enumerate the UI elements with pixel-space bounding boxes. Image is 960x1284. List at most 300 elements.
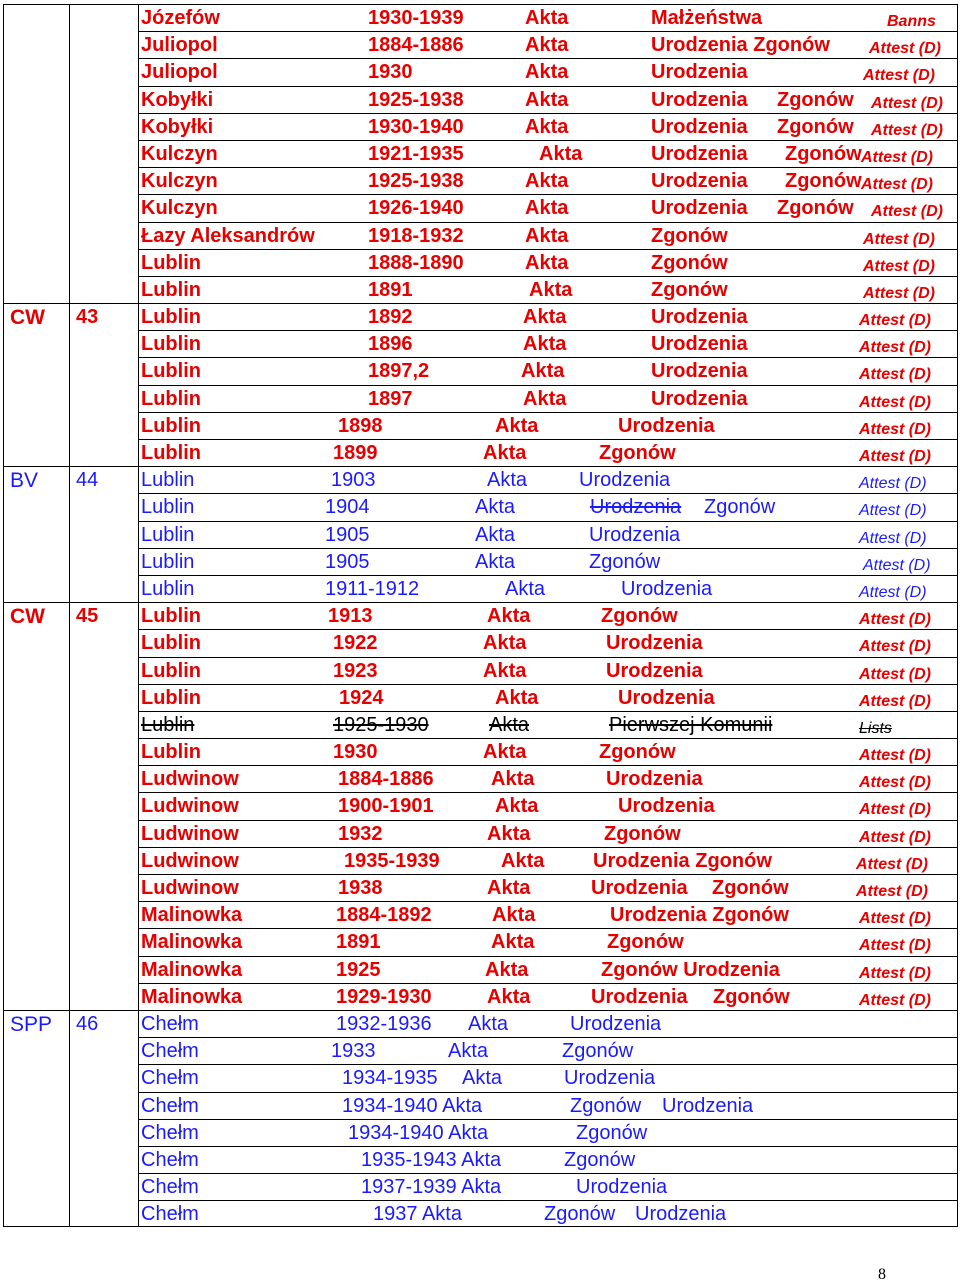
number-cell — [69, 1037, 138, 1064]
number-cell — [69, 439, 138, 466]
year-range: 1937 Akta — [373, 1203, 462, 1226]
year-range: 1903 — [331, 469, 376, 492]
place-name: Ludwinow — [141, 877, 239, 899]
record-type: Akta — [448, 1040, 489, 1063]
table-row — [3, 738, 958, 765]
place-name: Łazy Aleksandrów — [141, 224, 315, 247]
number-cell — [69, 602, 138, 629]
table-row — [3, 629, 958, 656]
record-category: Urodzenia Zgonów — [651, 34, 830, 57]
place-name: Lublin — [141, 442, 201, 464]
record-type: Akta — [525, 88, 569, 111]
place-name: Malinowka — [141, 904, 243, 927]
year-range: 1934-1940 Akta — [348, 1121, 489, 1144]
code-cell — [3, 303, 69, 330]
place-name: Lublin — [141, 414, 201, 437]
entry-cell — [138, 820, 958, 847]
place-name: Lublin — [141, 306, 201, 329]
number-cell — [69, 684, 138, 711]
year-range: 1911-1912 — [325, 577, 420, 600]
table-row — [3, 86, 958, 113]
table-row — [3, 684, 958, 711]
note: Attest (D) — [861, 148, 933, 166]
note: Attest (D) — [859, 665, 931, 683]
code-cell — [3, 357, 69, 384]
record-category: Zgonów — [570, 1094, 642, 1117]
place-name: Kulczyn — [141, 170, 218, 193]
code-cell — [3, 249, 69, 276]
entry-cell — [138, 521, 958, 548]
note: Attest (D) — [859, 393, 931, 411]
record-category: Zgonów — [651, 278, 728, 301]
table-row — [3, 874, 958, 901]
year-range: 1935-1943 Akta — [361, 1148, 502, 1171]
year-range: 1930 — [333, 741, 378, 764]
note: Attest (D) — [859, 583, 927, 601]
number-cell — [69, 765, 138, 792]
code-cell — [3, 31, 69, 58]
place-name: Lublin — [141, 659, 201, 682]
place-name: Lublin — [141, 387, 201, 410]
place-name: Lublin — [141, 469, 195, 492]
table-row — [3, 1092, 958, 1119]
extra-category: Zgonów — [785, 142, 862, 165]
note: Attest (D) — [859, 964, 931, 982]
record-type: Zgonów — [576, 1121, 648, 1144]
note: Attest (D) — [859, 991, 931, 1009]
table-row — [3, 1119, 958, 1146]
year-range: 1930 — [368, 61, 413, 84]
place-name: Chełm — [141, 1176, 199, 1199]
note: Attest (D) — [859, 366, 931, 384]
note: Attest (D) — [859, 312, 931, 330]
entry-cell — [138, 629, 958, 656]
record-category: Urodzenia — [590, 496, 682, 519]
page-number: 8 — [878, 1266, 886, 1283]
extra-category: Zgonów — [777, 115, 854, 138]
table-row — [3, 901, 958, 928]
code-cell — [3, 385, 69, 412]
record-category: Urodzenia — [651, 115, 748, 138]
number-cell — [69, 1146, 138, 1173]
entry-cell — [138, 1173, 958, 1200]
table-row — [3, 1064, 958, 1091]
table-row — [3, 439, 958, 466]
year-range: 1926-1940 — [368, 197, 464, 220]
entry-cell — [138, 575, 958, 602]
entry-cell — [138, 1146, 958, 1173]
note: Attest (D) — [859, 801, 931, 819]
place-name: Józefów — [141, 7, 220, 29]
table-row — [3, 222, 958, 249]
year-range: 1913 — [328, 605, 373, 628]
place-name: Lublin — [141, 632, 201, 655]
entry-cell — [138, 140, 958, 167]
year-range: 1933 — [331, 1040, 376, 1063]
entry-cell — [138, 874, 958, 901]
record-type: Akta — [487, 985, 531, 1008]
table-row — [3, 249, 958, 276]
place-name: Lublin — [141, 577, 195, 600]
number-cell — [69, 330, 138, 357]
table-row — [3, 412, 958, 439]
table-row — [3, 385, 958, 412]
year-range: 1937-1939 Akta — [361, 1176, 502, 1199]
entry-cell — [138, 330, 958, 357]
code-cell — [3, 1173, 69, 1200]
place-name: Lublin — [141, 741, 201, 764]
year-range: 1884-1892 — [336, 904, 432, 927]
entry-cell — [138, 548, 958, 575]
record-category: Zgonów — [604, 822, 681, 845]
entry-cell — [138, 1037, 958, 1064]
entry-cell — [138, 602, 958, 629]
year-range: 1923 — [333, 659, 378, 682]
record-type: Akta — [485, 958, 529, 981]
number-cell — [69, 31, 138, 58]
entry-cell — [138, 58, 958, 85]
records-table — [3, 4, 958, 1227]
place-name: Ludwinow — [141, 822, 239, 845]
year-range: 1930-1940 — [368, 115, 464, 138]
code-cell — [3, 1092, 69, 1119]
number-cell — [69, 657, 138, 684]
code-cell — [3, 956, 69, 983]
year-range: 1904 — [325, 496, 370, 519]
code-cell — [3, 711, 69, 738]
record-category: Urodzenia — [589, 523, 681, 546]
record-type: Akta — [529, 278, 573, 301]
record-category: Urodzenia — [618, 795, 715, 818]
record-type: Akta — [525, 170, 569, 193]
year-range: 1900-1901 — [338, 795, 434, 818]
table-row — [3, 194, 958, 221]
table-row — [3, 330, 958, 357]
entry-cell — [138, 901, 958, 928]
year-range: 1925 — [336, 958, 381, 981]
number-cell — [69, 412, 138, 439]
entry-cell — [138, 765, 958, 792]
note: Attest (D) — [859, 937, 931, 955]
number-cell — [69, 1064, 138, 1091]
entry-cell — [138, 86, 958, 113]
record-type: Akta — [487, 605, 531, 628]
code-cell — [3, 412, 69, 439]
record-type: Akta — [483, 632, 527, 655]
place-name: Ludwinow — [141, 849, 239, 872]
entry-cell — [138, 1064, 958, 1091]
record-type: Zgonów — [544, 1203, 616, 1226]
entry-cell — [138, 983, 958, 1010]
year-range: 1934-1940 Akta — [342, 1094, 483, 1117]
record-type: Akta — [483, 442, 527, 464]
number-cell — [69, 901, 138, 928]
note: Attest (D) — [859, 475, 927, 493]
record-category: Urodzenia — [618, 414, 715, 437]
record-type: Akta — [525, 34, 569, 57]
note: Attest (D) — [859, 448, 931, 465]
entry-cell — [138, 167, 958, 194]
record-category: Urodzenia — [651, 197, 748, 220]
record-type: Akta — [523, 387, 567, 410]
number-cell — [69, 956, 138, 983]
code-cell — [3, 983, 69, 1010]
year-range: 1932-1936 — [336, 1012, 432, 1035]
extra-category: Zgonów — [777, 88, 854, 111]
note: Attest (D) — [871, 94, 943, 112]
entry-cell — [138, 657, 958, 684]
table-row — [3, 58, 958, 85]
place-name: Chełm — [141, 1040, 199, 1063]
table-row — [3, 575, 958, 602]
entry-cell — [138, 222, 958, 249]
number-cell — [69, 928, 138, 955]
record-category: Urodzenia — [606, 632, 703, 655]
record-type: Urodzenia — [576, 1176, 668, 1199]
record-type: Akta — [521, 360, 565, 383]
table-row — [3, 711, 958, 738]
number-cell — [69, 167, 138, 194]
code-cell — [3, 657, 69, 684]
place-name: Chełm — [141, 1094, 199, 1117]
place-name: Lublin — [141, 605, 201, 628]
code-cell — [3, 792, 69, 819]
entry-cell — [138, 31, 958, 58]
number-cell — [69, 276, 138, 303]
record-category: Zgonów — [607, 931, 684, 954]
record-type: Akta — [487, 877, 531, 899]
record-category: Urodzenia — [651, 333, 748, 356]
table-row — [3, 466, 958, 493]
entry-cell — [138, 113, 958, 140]
entry-cell — [138, 1200, 958, 1227]
code-cell — [3, 194, 69, 221]
place-name: Lublin — [141, 686, 201, 709]
record-category: Urodzenia — [651, 306, 748, 329]
record-type: Akta — [487, 822, 531, 845]
record-type: Akta — [491, 931, 535, 954]
number-cell — [69, 983, 138, 1010]
note: Lists — [859, 719, 892, 737]
record-type: Akta — [475, 550, 516, 573]
note: Attest (D) — [859, 638, 931, 656]
number-cell — [69, 58, 138, 85]
record-category: Urodzenia — [651, 88, 748, 111]
record-category: Urodzenia — [591, 985, 688, 1008]
collection-code: CW — [10, 605, 45, 629]
code-cell — [3, 847, 69, 874]
record-type: Akta — [468, 1012, 509, 1035]
year-range: 1932 — [338, 822, 383, 845]
place-name: Lublin — [141, 713, 195, 736]
entry-cell — [138, 412, 958, 439]
code-cell — [3, 738, 69, 765]
year-range: 1929-1930 — [336, 985, 432, 1008]
record-category: Małżeństwa — [651, 7, 763, 29]
record-category: Zgonów — [599, 741, 676, 764]
record-category: Pierwszej Komunii — [609, 713, 773, 736]
number-cell — [69, 385, 138, 412]
entry-cell — [138, 439, 958, 466]
code-cell — [3, 222, 69, 249]
record-type: Akta — [505, 577, 546, 600]
record-type: Akta — [495, 686, 539, 709]
entry-cell — [138, 738, 958, 765]
note: Attest (D) — [859, 747, 931, 765]
note: Attest (D) — [859, 774, 931, 792]
record-type: Akta — [483, 741, 527, 764]
table-row — [3, 31, 958, 58]
number-cell — [69, 820, 138, 847]
note: Attest (D) — [871, 121, 943, 139]
code-cell — [3, 928, 69, 955]
table-row — [3, 357, 958, 384]
record-category: Urodzenia — [591, 877, 688, 899]
code-cell — [3, 1119, 69, 1146]
extra-category: Zgonów — [785, 170, 862, 193]
number-cell — [69, 466, 138, 493]
year-range: 1888-1890 — [368, 251, 464, 274]
code-cell — [3, 1010, 69, 1037]
entry-cell — [138, 303, 958, 330]
code-cell — [3, 820, 69, 847]
table-row — [3, 1200, 958, 1227]
code-cell — [3, 521, 69, 548]
number-cell — [69, 4, 138, 31]
number-cell — [69, 194, 138, 221]
table-row — [3, 956, 958, 983]
collection-number: 46 — [76, 1012, 99, 1035]
table-row — [3, 792, 958, 819]
table-row — [3, 1010, 958, 1037]
table-row — [3, 493, 958, 520]
code-cell — [3, 548, 69, 575]
year-range: 1892 — [368, 306, 413, 329]
record-category: Zgonów — [562, 1040, 634, 1063]
note: Attest (D) — [859, 420, 931, 438]
place-name: Lublin — [141, 333, 201, 356]
table-row — [3, 928, 958, 955]
code-cell — [3, 874, 69, 901]
number-cell — [69, 874, 138, 901]
place-name: Ludwinow — [141, 768, 239, 791]
year-range: 1899 — [333, 442, 378, 464]
record-type: Akta — [491, 768, 535, 791]
record-type: Akta — [489, 713, 530, 736]
table-row — [3, 548, 958, 575]
note: Attest (D) — [859, 611, 931, 629]
record-type: Akta — [525, 251, 569, 274]
year-range: 1905 — [325, 523, 370, 546]
record-type: Akta — [462, 1067, 503, 1090]
table-row — [3, 1037, 958, 1064]
note: Attest (D) — [863, 257, 935, 275]
code-cell — [3, 4, 69, 31]
extra-category: Zgonów — [712, 877, 789, 899]
entry-cell — [138, 194, 958, 221]
code-cell — [3, 439, 69, 466]
collection-number: 45 — [76, 605, 99, 628]
entry-cell — [138, 385, 958, 412]
collection-code: BV — [10, 469, 39, 493]
record-category: Zgonów — [651, 224, 728, 247]
table-row — [3, 602, 958, 629]
note: Attest (D) — [859, 502, 927, 520]
code-cell — [3, 684, 69, 711]
number-cell — [69, 86, 138, 113]
table-row — [3, 276, 958, 303]
place-name: Kobyłki — [141, 88, 214, 111]
collection-number: 44 — [76, 469, 99, 492]
record-type: Akta — [495, 795, 539, 818]
number-cell — [69, 1010, 138, 1037]
table-row — [3, 765, 958, 792]
note: Attest (D) — [869, 40, 941, 58]
year-range: 1934-1935 — [342, 1067, 438, 1090]
table-row — [3, 847, 958, 874]
year-range: 1925-1938 — [368, 88, 464, 111]
record-category: Urodzenia — [635, 1203, 727, 1226]
note: Attest (D) — [863, 284, 935, 302]
table-row — [3, 983, 958, 1010]
place-name: Juliopol — [141, 34, 218, 57]
place-name: Lublin — [141, 251, 201, 274]
table-row — [3, 820, 958, 847]
entry-cell — [138, 792, 958, 819]
record-category: Urodzenia — [564, 1067, 656, 1090]
code-cell — [3, 602, 69, 629]
year-range: 1897 — [368, 387, 413, 410]
number-cell — [69, 303, 138, 330]
number-cell — [69, 249, 138, 276]
table-row — [3, 4, 958, 31]
number-cell — [69, 1092, 138, 1119]
table-row — [3, 521, 958, 548]
record-type: Akta — [487, 469, 528, 492]
place-name: Chełm — [141, 1203, 199, 1226]
note: Attest (D) — [861, 176, 933, 194]
collection-code: CW — [10, 306, 45, 330]
place-name: Lublin — [141, 278, 201, 301]
record-type: Zgonów — [564, 1148, 636, 1171]
extra-category: Zgonów — [704, 496, 776, 519]
note: Attest (D) — [859, 692, 931, 710]
record-type: Akta — [525, 224, 569, 247]
entry-cell — [138, 847, 958, 874]
number-cell — [69, 548, 138, 575]
number-cell — [69, 521, 138, 548]
entry-cell — [138, 928, 958, 955]
record-category: Urodzenia — [651, 360, 748, 383]
code-cell — [3, 493, 69, 520]
record-category: Zgonów — [601, 605, 678, 628]
table-row — [3, 1173, 958, 1200]
number-cell — [69, 629, 138, 656]
place-name: Kulczyn — [141, 142, 218, 165]
entry-cell — [138, 711, 958, 738]
number-cell — [69, 1119, 138, 1146]
record-category: Urodzenia — [606, 768, 703, 791]
year-range: 1922 — [333, 632, 378, 655]
place-name: Chełm — [141, 1012, 199, 1035]
record-category: Urodzenia — [621, 577, 713, 600]
year-range: 1884-1886 — [368, 34, 464, 57]
note: Attest (D) — [859, 828, 931, 846]
entry-cell — [138, 956, 958, 983]
entry-cell — [138, 1092, 958, 1119]
code-cell — [3, 901, 69, 928]
entry-cell — [138, 684, 958, 711]
